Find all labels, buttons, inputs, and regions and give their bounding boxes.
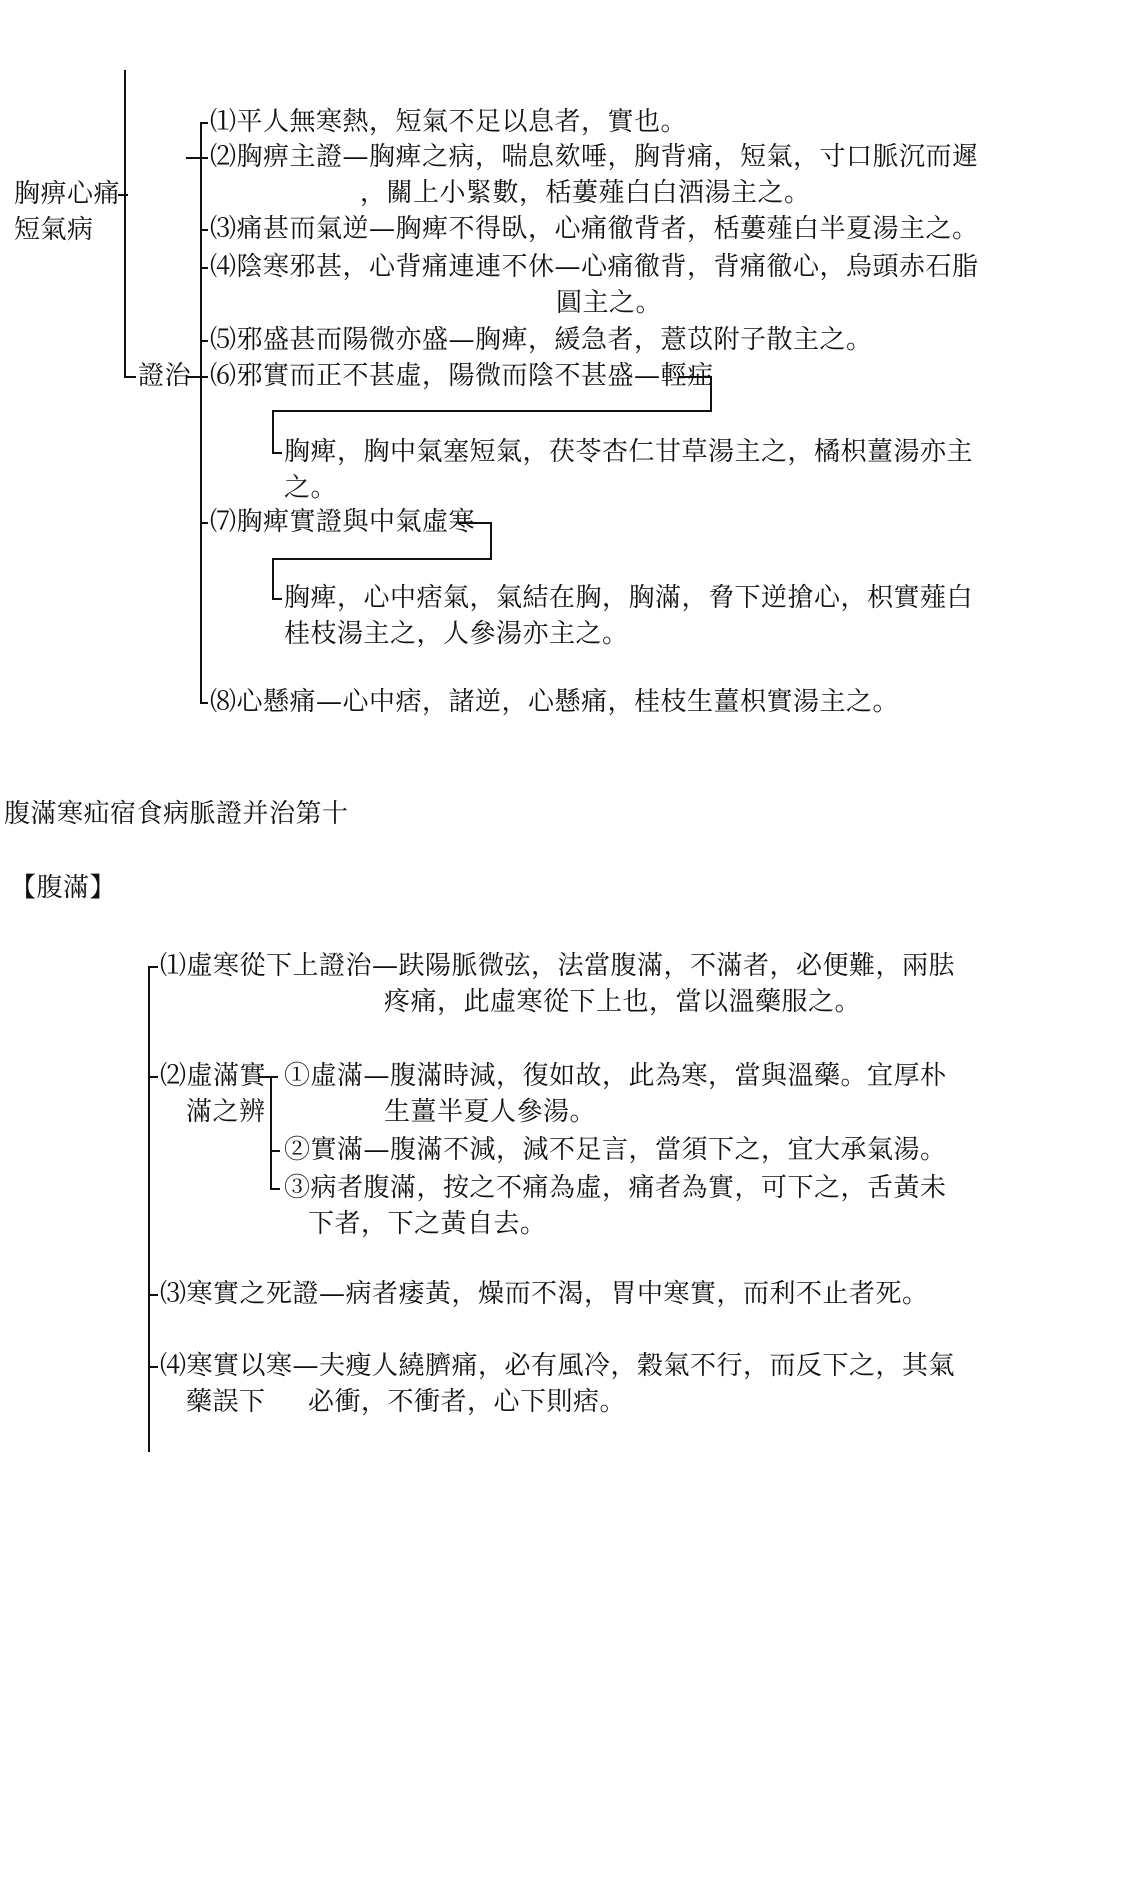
s1-item-7: ⑺胸痺實證與中氣虛寒 (210, 507, 476, 537)
s2-item-2-heading-cont: 滿之辨 (186, 1097, 266, 1127)
root-label-1: 胸痹心痛 (14, 179, 121, 209)
s1-item-6: ⑹邪實而正不甚虛，陽微而陰不甚盛—輕症 (210, 361, 714, 391)
item-6-bracket-top (678, 376, 712, 378)
s2-tick-3 (148, 1294, 158, 1296)
s2-item-1: ⑴虛寒從下上證治—趺陽脈微弦，法當腹滿，不滿者，必便難，兩胠 (160, 951, 956, 981)
s2-sub-3-cont: 下者，下之黃自去。 (308, 1209, 547, 1239)
s1-item-2: ⑵胸痹主證—胸痺之病，喘息欬唾，胸背痛，短氣，寸口脈沉而遲 (210, 142, 979, 172)
s2-item-4-cont: 必衝，不衝者，心下則痞。 (308, 1387, 627, 1417)
s1-item-8: ⑻心懸痛—心中痞，諸逆，心懸痛，桂枝生薑枳實湯主之。 (210, 687, 900, 717)
tick-3 (200, 229, 208, 231)
item-7-bracket-right (490, 522, 492, 558)
item-6-bracket-bottom (272, 410, 712, 412)
item-7-bracket-foot (272, 598, 282, 600)
s2-sub-1-cont: 生薑半夏人參湯。 (384, 1097, 597, 1127)
s2-sub-tick-3 (270, 1188, 280, 1190)
s2-item-1-cont: 疼痛，此虛寒從下上也，當以溫藥服之。 (384, 987, 862, 1017)
s2-sub-tick-2 (270, 1150, 280, 1152)
tick-1 (200, 122, 208, 124)
chapter-title: 腹滿寒疝宿食病脈證并治第十 (4, 799, 349, 829)
s1-item-7-body: 胸痺，心中痞氣，氣結在胸，胸滿，脅下逆搶心，枳實薤白 (284, 583, 974, 613)
s2-item-2-heading: ⑵虛滿實 (160, 1061, 267, 1091)
root-connector (118, 194, 128, 196)
s2-item-3: ⑶寒實之死證—病者痿黃，燥而不渴，胃中寒實，而利不止者死。 (160, 1279, 929, 1309)
tick-7 (200, 522, 208, 524)
s1-item-6-body: 胸痺，胸中氣塞短氣，茯苓杏仁甘草湯主之，橘枳薑湯亦主 (284, 437, 974, 467)
root-label-2: 短氣病 (14, 215, 94, 245)
tick-8 (200, 702, 208, 704)
item-7-bracket-left (272, 558, 274, 598)
tick-5 (200, 340, 208, 342)
item-7-bracket-top (458, 522, 492, 524)
item-6-bracket-right (710, 376, 712, 410)
section2-heading: 【腹滿】 (10, 873, 117, 903)
main-trunk-foot (124, 376, 136, 378)
s2-tick-2 (148, 1076, 158, 1078)
s2-trunk-line (148, 966, 150, 1452)
s1-item-4: ⑷陰寒邪甚，心背痛連連不休—心痛徹背，背痛徹心，烏頭赤石脂 (210, 252, 979, 282)
s1-item-5: ⑸邪盛甚而陽微亦盛—胸痺，緩急者，薏苡附子散主之。 (210, 325, 873, 355)
s1-item-2-cont: ，關上小緊數，栝蔞薤白白酒湯主之。 (360, 178, 811, 208)
secondary-trunk-join (186, 376, 200, 378)
tick-6 (200, 376, 208, 378)
s1-item-3: ⑶痛甚而氣逆—胸痺不得臥，心痛徹背者，栝蔞薤白半夏湯主之。 (210, 214, 979, 244)
s2-sub-2: ②實滿—腹滿不減，減不足言，當須下之，宜大承氣湯。 (284, 1135, 947, 1165)
s2-tick-4 (148, 1366, 158, 1368)
s2-item-2-sub-trunk (270, 1076, 272, 1188)
secondary-trunk-line (200, 122, 202, 702)
s2-item-4: ⑷寒實以寒—夫瘦人繞臍痛，必有風冷，穀氣不行，而反下之，其氣 (160, 1351, 956, 1381)
s2-tick-1 (148, 966, 158, 968)
s1-item-4-cont: 圓主之。 (556, 288, 663, 318)
s1-item-6-body-cont: 之。 (284, 473, 338, 503)
branch-label-zhengzhi: 證治 (138, 361, 192, 391)
main-trunk-line (124, 70, 126, 376)
s2-item-2-join (258, 1076, 278, 1078)
s2-item-4-heading-cont: 藥誤下 (186, 1387, 266, 1417)
item-6-bracket-left (272, 410, 274, 452)
tick-4 (200, 267, 208, 269)
item-6-bracket-foot (272, 452, 282, 454)
s2-sub-3: ③病者腹滿，按之不痛為虛，痛者為實，可下之，舌黃未 (284, 1173, 947, 1203)
tick-2 (186, 157, 208, 159)
s1-item-1: ⑴平人無寒熱，短氣不足以息者，實也。 (210, 107, 688, 137)
item-7-bracket-bottom (272, 558, 492, 560)
s2-sub-1: ①虛滿—腹滿時減，復如故，此為寒，當與溫藥。宜厚朴 (284, 1061, 947, 1091)
s1-item-7-body-cont: 桂枝湯主之，人參湯亦主之。 (284, 619, 629, 649)
